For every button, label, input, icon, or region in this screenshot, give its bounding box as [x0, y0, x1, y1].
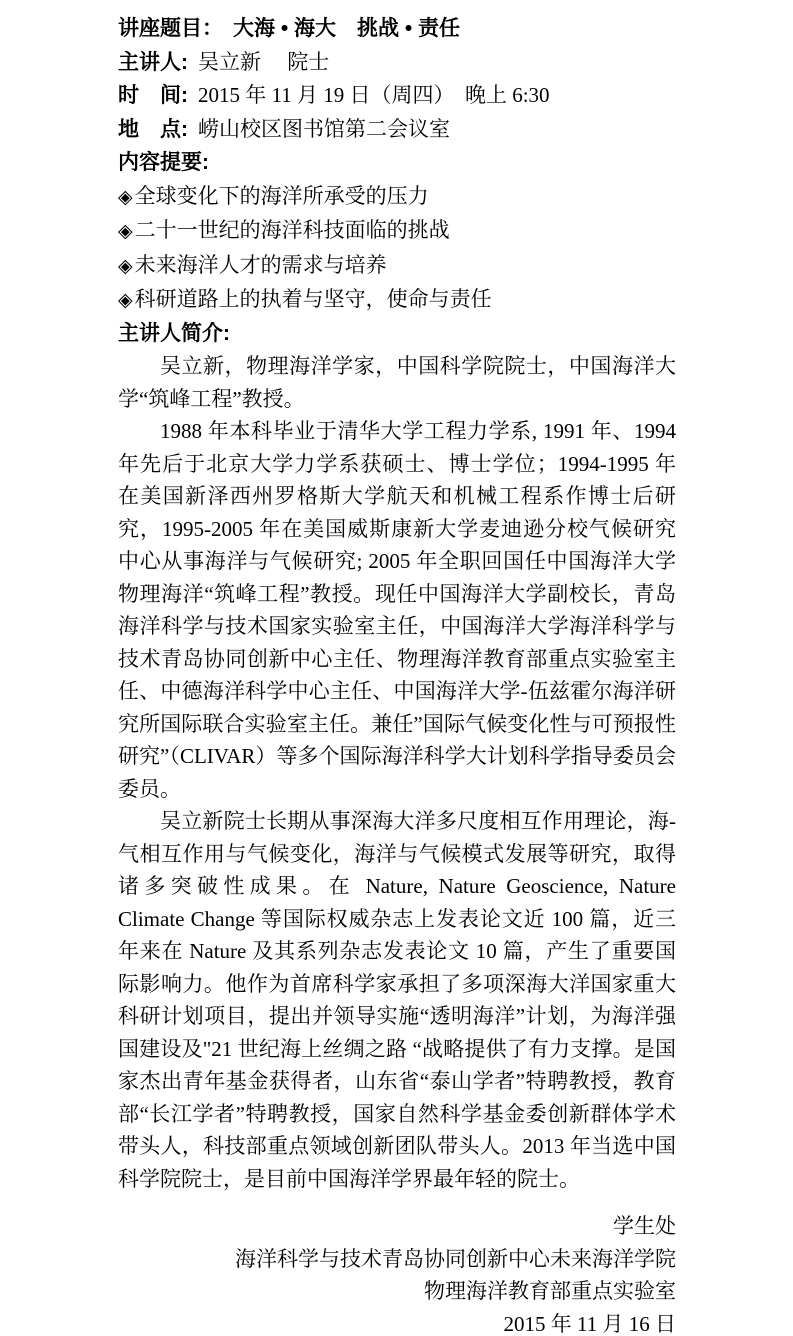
- bio-paragraph-intro: 吴立新，物理海洋学家，中国科学院院士，中国海洋大学“筑峰工程”教授。: [118, 354, 676, 411]
- diamond-bullet-icon: ◈: [118, 255, 133, 277]
- speaker-value: 吴立新 院士: [198, 49, 330, 74]
- topic-text-2: 二十一世纪的海洋科技面临的挑战: [134, 218, 450, 242]
- time-value: 2015 年 11 月 19 日（周四） 晚上 6:30: [198, 83, 550, 107]
- diamond-bullet-icon: ◈: [118, 221, 133, 242]
- location-value: 崂山校区图书馆第二会议室: [198, 116, 450, 141]
- speaker-row: [118, 46, 676, 80]
- footer-dept-key-lab: 物理海洋教育部重点实验室: [424, 1279, 676, 1303]
- topic-item-3: [118, 249, 676, 284]
- lecture-title-label: 讲座题目：: [118, 17, 223, 40]
- time-row: [118, 79, 676, 113]
- location-row: [118, 113, 676, 147]
- summary-heading-label: 内容提要:: [118, 151, 209, 174]
- topic-item-4: [118, 283, 676, 318]
- diamond-bullet-icon: ◈: [118, 186, 133, 208]
- topic-text-3: 未来海洋人才的需求与培养: [134, 252, 387, 277]
- bio-paragraph-career: 1988 年本科毕业于清华大学工程力学系, 1991 年、1994 年先后于北京大学力学系获硕士、博士学位；1994-1995 年在美国新泽西州罗格斯大学航天和机械工程系作博士后研究，1995-2005 年在美国威斯康新大学麦迪逊分校气候研究中心从事海洋与气候研究; 2005 年全职回国任中国海洋大学物理海洋“筑峰工程”教授。现任中国海洋大学副校长，青岛海洋科学与技术国家实验室主任，中国海洋大学海洋科学与技术青岛协同创新中心主任、物理海洋教育部重点实验室主任、中德海洋科学中心主任、中国海洋大学-伍兹霍尔海洋研究所国际联合实验室主任。兼任”国际气候变化性与可预报性研究”（CLIVAR）等多个国际海洋科学大计划科学指导委员会委员。: [118, 419, 676, 801]
- bio-paragraph-achievements: 吴立新院士长期从事深海大洋多尺度相互作用理论，海-气相互作用与气候变化，海洋与气候模式发展等研究，取得诸多突破性成果。在 Nature, Nature Geoscience, Nature Climate Change 等国际权威杂志上发表论文近 100 篇，近三年来在 Nature 及其系列杂志发表论文 10 篇，产生了重要国际影响力。他作为首席科学家承担了多项深海大洋国家重大科研计划项目，提出并领导实施“透明海洋”计划，为海洋强国建设及"21 世纪海上丝绸之路 “战略提供了有力支撑。是国家杰出青年基金获得者，山东省“泰山学者”特聘教授，教育部“长江学者”特聘教授，国家自然科学基金委创新群体学术带头人，科技部重点领域创新团队带头人。2013 年当选中国科学院院士，是目前中国海洋学界最年轻的院士。: [118, 809, 676, 1191]
- topic-item-1: [118, 180, 676, 215]
- footer-dept-student-affairs: 学生处: [613, 1214, 676, 1238]
- time-label: 时 间:: [118, 84, 188, 107]
- topic-text-4: 科研道路上的执着与坚守，使命与责任: [134, 287, 492, 311]
- summary-heading-row: [118, 146, 676, 180]
- location-label: 地 点:: [118, 117, 188, 141]
- speaker-label: 主讲人:: [118, 50, 188, 74]
- footer-date: 2015 年 11 月 16 日: [503, 1311, 676, 1336]
- footer-dept-innovation-center: 海洋科学与技术青岛协同创新中心未来海洋学院: [235, 1246, 676, 1271]
- topic-text-1: 全球变化下的海洋所承受的压力: [134, 183, 429, 208]
- lecture-title-row: [118, 12, 676, 46]
- diamond-bullet-icon: ◈: [118, 290, 133, 311]
- footer-signature-block: [118, 1210, 676, 1336]
- topic-item-2: [118, 214, 676, 249]
- bio-heading: 主讲人简介:: [118, 321, 230, 345]
- lecture-title-value: 大海 • 海大 挑战 • 责任: [233, 17, 461, 40]
